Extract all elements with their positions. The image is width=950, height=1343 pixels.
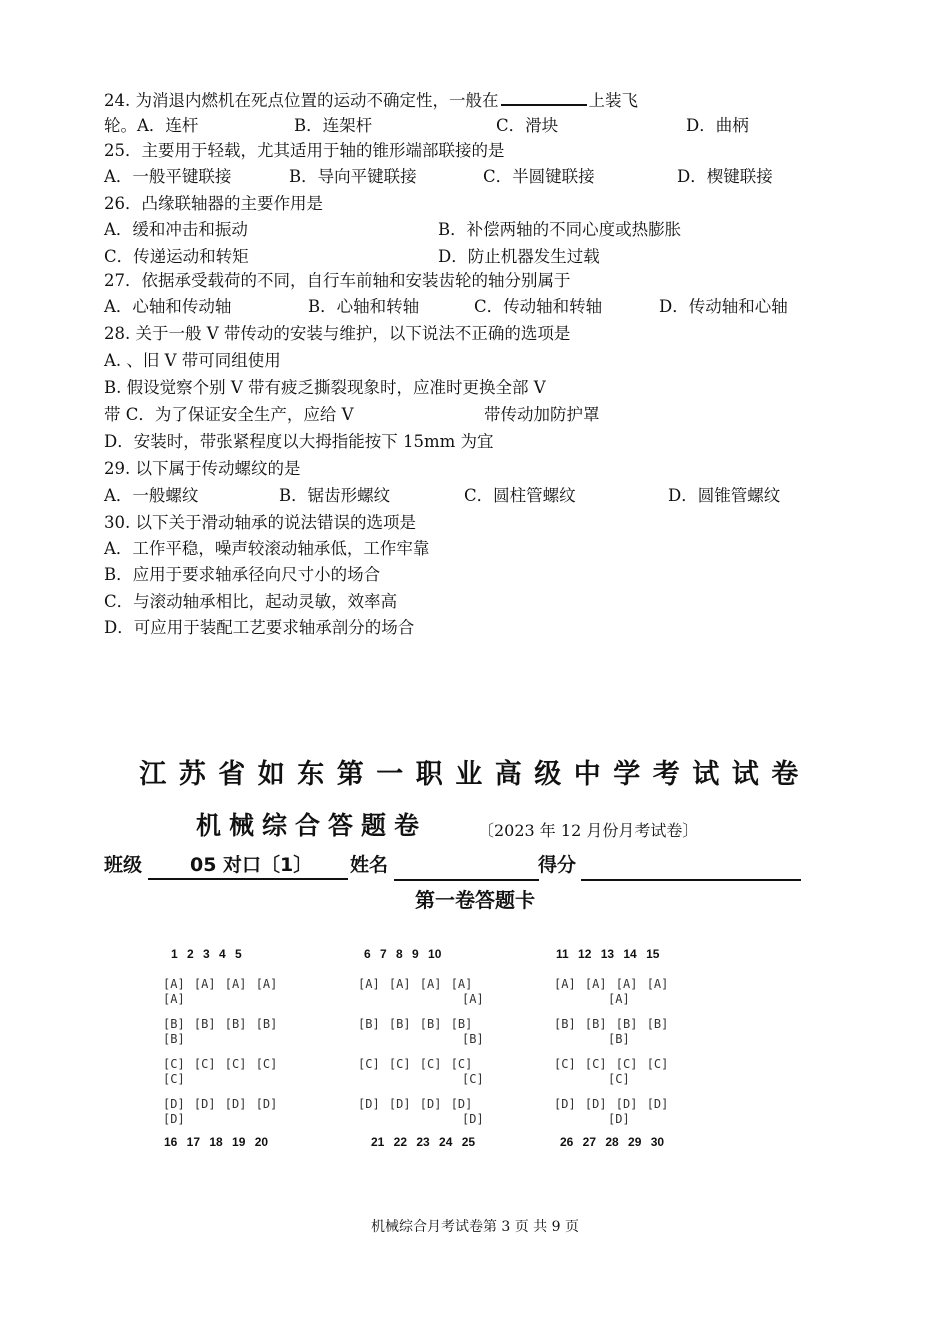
option-c: C．半圆键联接 — [483, 167, 595, 186]
option-c: C．与滚动轴承相比，起动灵敏，效率高 — [104, 592, 398, 611]
option-d: D．防止机器发生过载 — [438, 247, 600, 266]
option-a: A．一般平键联接 — [104, 167, 232, 186]
option-c-continued: 带传动加防护罩 — [484, 405, 600, 424]
answer-sheet-title: 机械综合答题卷 — [196, 811, 428, 840]
question-25-stem: 25．主要用于轻载，尤其适用于轴的锥形端部联接的是 — [104, 141, 505, 160]
option-bubble-a[interactable]: [A] — [163, 992, 185, 1006]
option-b: B．补偿两轴的不同心度或热膨胀 — [438, 220, 682, 239]
option-bubble-row-c[interactable]: [C] [C] [C] [C] — [163, 1057, 278, 1071]
option-bubble-row-d[interactable]: [D] [D] [D] [D] — [163, 1097, 278, 1111]
question-29-stem: 29. 以下属于传动螺纹的是 — [104, 459, 301, 478]
name-label: 姓名 — [350, 854, 389, 876]
option-bubble-b[interactable]: [B] — [163, 1032, 185, 1046]
option-b: B．心轴和转轴 — [308, 297, 420, 316]
option-bubble-row-d[interactable]: [D] [D] [D] [D] — [554, 1097, 669, 1111]
option-b: B．导向平键联接 — [289, 167, 417, 186]
option-b: B．锯齿形螺纹 — [279, 486, 391, 505]
option-bubble-a[interactable]: [A] — [608, 992, 630, 1006]
option-a: A．工作平稳，噪声较滚动轴承低，工作牢靠 — [104, 539, 430, 558]
option-bubble-d[interactable]: [D] — [462, 1112, 484, 1126]
option-bubble-row-a[interactable]: [A] [A] [A] [A] — [554, 977, 669, 991]
option-c: 带 C．为了保证安全生产，应给 V — [104, 405, 354, 424]
question-numbers-1-5: 1 2 3 4 5 — [171, 947, 242, 961]
option-bubble-a[interactable]: [A] — [462, 992, 484, 1006]
name-field[interactable] — [394, 879, 539, 881]
option-c: C．传动轴和转轴 — [474, 297, 603, 316]
school-title: 江苏省如东第一职业高级中学考试试卷 — [139, 759, 811, 790]
question-28-stem: 28. 关于一般 V 带传动的安装与维护，以下说法不正确的选项是 — [104, 324, 571, 343]
option-bubble-c[interactable]: [C] — [163, 1072, 185, 1086]
class-label: 班级 — [104, 854, 143, 876]
class-value: 05 对口〔1〕 — [190, 854, 313, 876]
option-bubble-c[interactable]: [C] — [608, 1072, 630, 1086]
option-d: D．可应用于装配工艺要求轴承剖分的场合 — [104, 618, 415, 637]
option-bubble-b[interactable]: [B] — [462, 1032, 484, 1046]
option-bubble-row-c[interactable]: [C] [C] [C] [C] — [554, 1057, 669, 1071]
option-b: B. 假设觉察个别 V 带有疲乏撕裂现象时，应准时更换全部 V — [104, 378, 546, 397]
option-d: D．曲柄 — [686, 116, 749, 135]
question-numbers-16-20: 16 17 18 19 20 — [164, 1135, 269, 1149]
score-field[interactable] — [581, 879, 801, 881]
option-bubble-row-d[interactable]: [D] [D] [D] [D] — [358, 1097, 473, 1111]
question-30-stem: 30. 以下关于滑动轴承的说法错误的选项是 — [104, 513, 416, 532]
question-numbers-21-25: 21 22 23 24 25 — [371, 1135, 476, 1149]
option-bubble-b[interactable]: [B] — [608, 1032, 630, 1046]
option-bubble-row-b[interactable]: [B] [B] [B] [B] — [554, 1017, 669, 1031]
question-numbers-11-15: 11 12 13 14 15 — [556, 947, 660, 961]
option-c: C．传递运动和转矩 — [104, 247, 249, 266]
option-d: D．楔键联接 — [677, 167, 773, 186]
option-a: A．缓和冲击和振动 — [104, 220, 248, 239]
class-underline — [148, 878, 348, 880]
option-bubble-c[interactable]: [C] — [462, 1072, 484, 1086]
question-26-stem: 26．凸缘联轴器的主要作用是 — [104, 194, 323, 213]
option-b: B．连架杆 — [294, 116, 373, 135]
option-d: D．传动轴和心轴 — [659, 297, 788, 316]
question-numbers-26-30: 26 27 28 29 30 — [560, 1135, 665, 1149]
option-a: A．一般螺纹 — [104, 486, 199, 505]
option-d: D．圆锥管螺纹 — [668, 486, 781, 505]
option-a: 轮。A．连杆 — [104, 116, 199, 135]
page-footer: 机械综合月考试卷第 3 页 共 9 页 — [370, 1219, 580, 1235]
question-24-stem: 24. 为消退内燃机在死点位置的运动不确定性，一般在 上装飞 — [104, 91, 638, 110]
option-bubble-row-a[interactable]: [A] [A] [A] [A] — [163, 977, 278, 991]
option-bubble-row-a[interactable]: [A] [A] [A] [A] — [358, 977, 473, 991]
option-c: C．滑块 — [496, 116, 559, 135]
question-27-stem: 27．依据承受载荷的不同，自行车前轴和安装齿轮的轴分别属于 — [104, 271, 571, 290]
option-d: D．安装时，带张紧程度以大拇指能按下 15mm 为宜 — [104, 432, 494, 451]
answer-blank — [501, 90, 587, 106]
exam-date-note: 〔2023 年 12 月份月考试卷〕 — [478, 821, 699, 840]
option-bubble-row-b[interactable]: [B] [B] [B] [B] — [358, 1017, 473, 1031]
answer-card-title: 第一卷答题卡 — [415, 888, 535, 912]
option-bubble-row-b[interactable]: [B] [B] [B] [B] — [163, 1017, 278, 1031]
option-b: B．应用于要求轴承径向尺寸小的场合 — [104, 565, 381, 584]
option-bubble-d[interactable]: [D] — [163, 1112, 185, 1126]
option-a: A．心轴和传动轴 — [104, 297, 232, 316]
option-bubble-d[interactable]: [D] — [608, 1112, 630, 1126]
score-label: 得分 — [538, 854, 577, 876]
option-c: C．圆柱管螺纹 — [464, 486, 576, 505]
option-bubble-row-c[interactable]: [C] [C] [C] [C] — [358, 1057, 473, 1071]
option-a: A. 、旧 V 带可同组使用 — [104, 351, 281, 370]
question-numbers-6-10: 6 7 8 9 10 — [364, 947, 442, 961]
